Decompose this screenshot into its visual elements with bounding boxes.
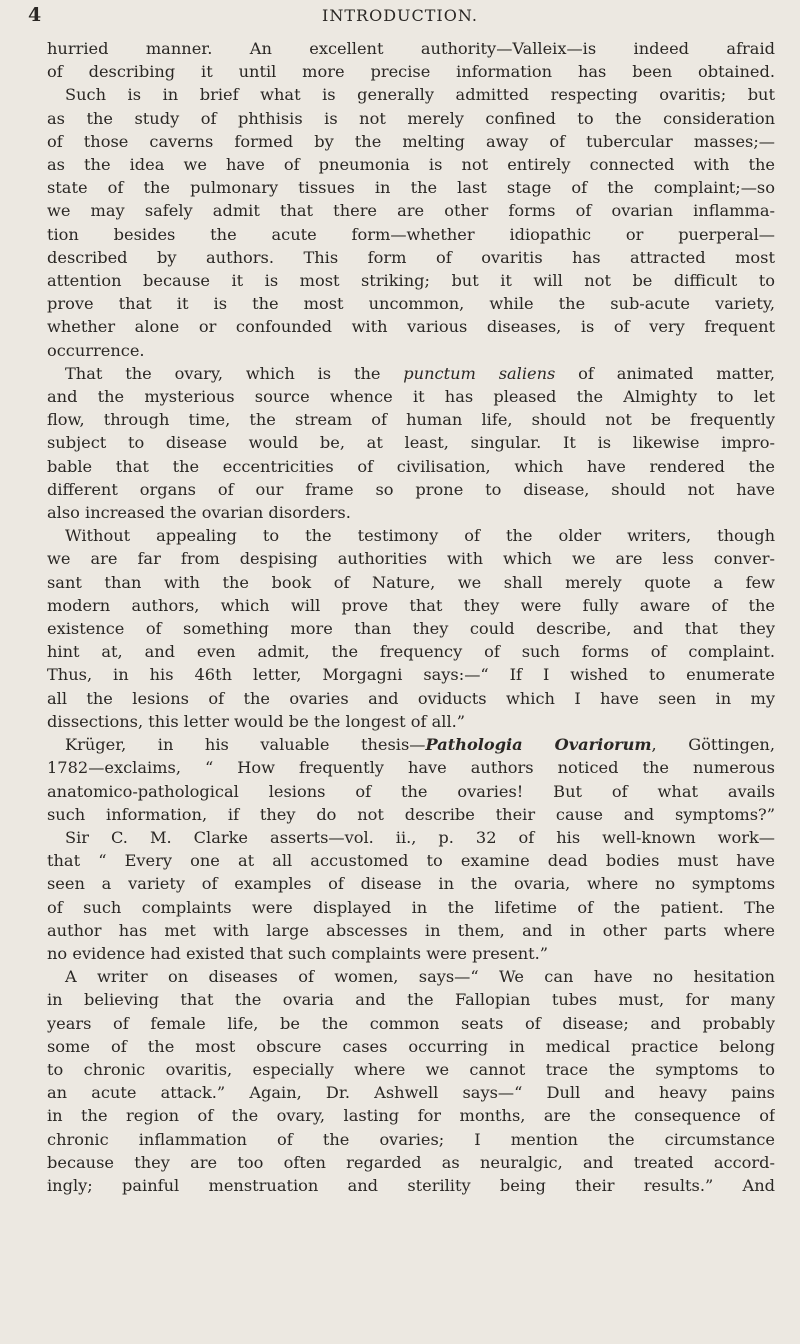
- text-line: occurrence.: [47, 340, 145, 360]
- text-line: seen a variety of examples of disease in the ovaria, where no symptoms: [47, 874, 775, 894]
- text-line: prove that it is the most uncommon, while the sub-acute variety,: [47, 294, 775, 314]
- text-line: an acute attack.” Again, Dr. Ashwell says—“ Dull and heavy pains: [47, 1083, 775, 1103]
- text-line: and the mysterious source whence it has pleased the Almighty to let: [47, 387, 775, 407]
- text-line: author has met with large abscesses in them, and in other parts where: [47, 920, 775, 940]
- text-line: also increased the ovarian disorders.: [47, 503, 351, 523]
- text-line: years of female life, be the common seats of disease; and probably: [47, 1013, 775, 1033]
- text-line: chronic inflammation of the ovaries; I mention the circumstance: [47, 1129, 775, 1149]
- text-line: of such complaints were displayed in the lifetime of the patient. The: [47, 897, 775, 917]
- text-line: hint at, and even admit, the frequency of such forms of complaint.: [47, 642, 775, 662]
- italic-phrase: punctum saliens: [403, 363, 556, 383]
- text-line: in the region of the ovary, lasting for months, are the consequence of: [47, 1106, 775, 1126]
- text-line: flow, through time, the stream of human life, should not be frequently: [47, 410, 775, 430]
- text-line: modern authors, which will prove that they were fully aware of the: [47, 595, 775, 615]
- text-line: because they are too often regarded as neuralgic, and treated accord-: [47, 1152, 775, 1172]
- text-line: Sir C. M. Clarke asserts—vol. ii., p. 32 of his well-known work—: [65, 827, 775, 847]
- text-line: we may safely admit that there are other forms of ovarian inflamma-: [47, 201, 775, 221]
- text-line: different organs of our frame so prone to disease, should not have: [47, 479, 775, 499]
- page-number: 4: [28, 4, 42, 26]
- text-line: no evidence had existed that such complaints were present.”: [47, 943, 549, 963]
- text-line: hurried manner. An excellent authority—Valleix—is indeed afraid: [47, 39, 775, 58]
- text-line: in believing that the ovaria and the Fallopian tubes must, for many: [47, 990, 775, 1010]
- text-line: sant than with the book of Nature, we shall merely quote a few: [47, 572, 775, 592]
- text-line: all the lesions of the ovaries and oviducts which I have seen in my: [47, 688, 775, 708]
- text-line: anatomico-pathological lesions of the ovaries! But of what avails: [47, 781, 775, 801]
- text-line: whether alone or confounded with various diseases, is of very frequent: [47, 317, 775, 337]
- text-line: to chronic ovaritis, especially where we cannot trace the symptoms to: [47, 1059, 775, 1079]
- running-head: INTRODUCTION.: [322, 6, 478, 25]
- text-line: that “ Every one at all accustomed to examine dead bodies must have: [47, 851, 775, 871]
- text-line: existence of something more than they could describe, and that they: [47, 619, 775, 639]
- text-line: described by authors. This form of ovaritis has attracted most: [47, 247, 775, 267]
- text-fragment: of animated matter,: [555, 363, 775, 383]
- text-line: as the study of phthisis is not merely confined to the consideration: [47, 108, 775, 128]
- page-header: [0, 4, 800, 34]
- text-line: Without appealing to the testimony of the older writers, though: [65, 526, 775, 546]
- text-line: of describing it until more precise information has been obtained.: [47, 62, 775, 82]
- text-line: state of the pulmonary tissues in the last stage of the complaint;—so: [47, 178, 775, 198]
- text-line: some of the most obscure cases occurring in medical practice belong: [47, 1036, 775, 1056]
- text-line: A writer on diseases of women, says—“ We can have no hesitation: [65, 967, 775, 987]
- text-line: Thus, in his 46th letter, Morgagni says:—“ If I wished to enumerate: [47, 665, 775, 685]
- text-line: we are far from despising authorities with which we are less conver-: [47, 549, 775, 569]
- text-line: ingly; painful menstruation and sterility being their results.” And: [47, 1175, 775, 1195]
- text-fragment: That the ovary, which is the: [65, 363, 404, 383]
- text-fragment: , Göttingen,: [651, 735, 775, 755]
- text-line: of those caverns formed by the melting away of tubercular masses;—: [47, 131, 775, 151]
- text-line: Such is in brief what is generally admitted respecting ovaritis; but: [65, 85, 775, 105]
- italic-title: Pathologia Ovariorum: [425, 735, 652, 755]
- text-line: such information, if they do not describe their cause and symptoms?”: [47, 804, 775, 824]
- text-line: [47, 733, 775, 756]
- text-line: 1782—exclaims, “ How frequently have authors noticed the numerous: [47, 758, 775, 778]
- text-fragment: Krüger, in his valuable thesis—: [65, 735, 426, 755]
- text-line: dissections, this letter would be the longest of all.”: [47, 711, 466, 731]
- text-line: subject to disease would be, at least, singular. It is likewise impro-: [47, 433, 775, 453]
- text-line: attention because it is most striking; but it will not be difficult to: [47, 271, 775, 291]
- text-line: tion besides the acute form—whether idiopathic or puerperal—: [47, 224, 775, 244]
- text-line: [47, 362, 775, 385]
- body-text: [47, 37, 775, 1197]
- text-line: bable that the eccentricities of civilisation, which have rendered the: [47, 456, 775, 476]
- text-line: as the idea we have of pneumonia is not entirely connected with the: [47, 155, 775, 175]
